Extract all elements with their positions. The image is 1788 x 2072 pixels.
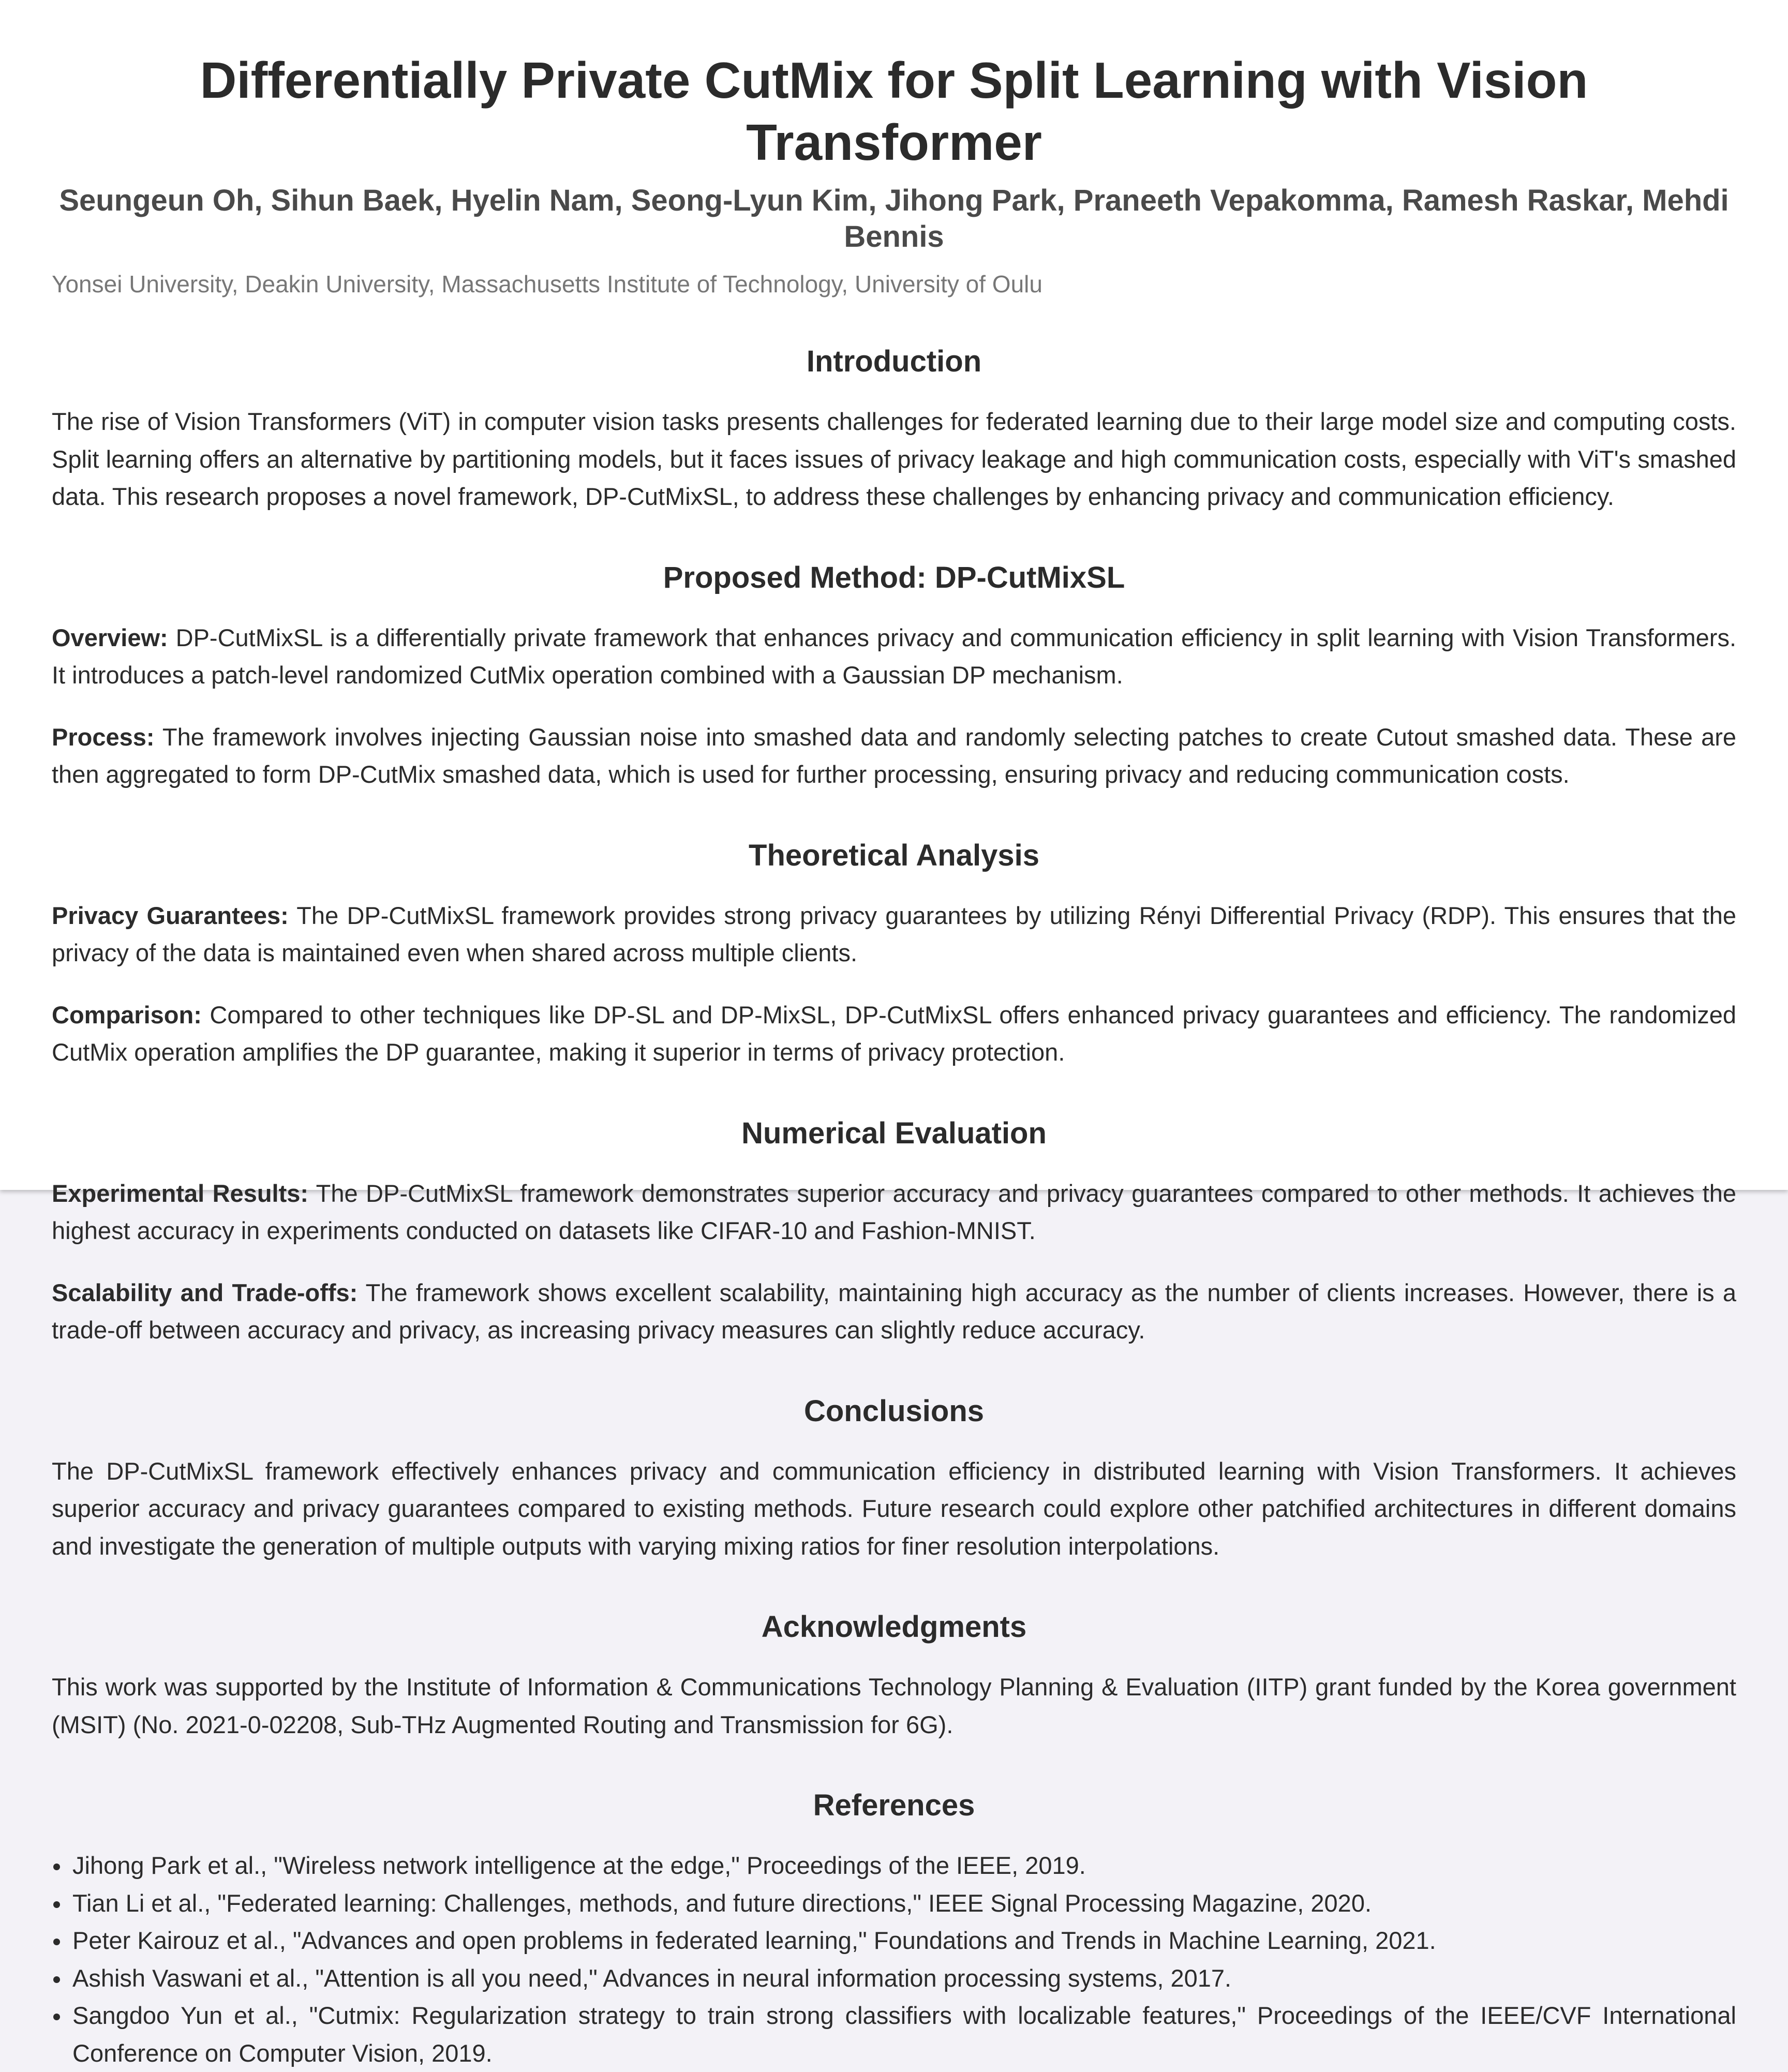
reference-item: Jihong Park et al., "Wireless network intelligence at the edge," Proceedings of the IEEE, 2019. (52, 1847, 1736, 1885)
reference-item: Peter Kairouz et al., "Advances and open problems in federated learning," Foundations and Trends in Machine Learning, 2021. (52, 1922, 1736, 1960)
conclusions-heading: Conclusions (803, 1394, 985, 1428)
theory-comparison-paragraph (52, 996, 1736, 1071)
overview-label: Overview: (52, 623, 168, 651)
method-process-paragraph (52, 719, 1736, 794)
reference-item: Tian Li et al., "Federated learning: Challenges, methods, and future directions," IEEE Signal Processing Magazine, 2020. (52, 1885, 1736, 1922)
paper-title: Differentially Private CutMix for Split Learning with Vision Transformer (200, 52, 1588, 171)
process-text: The framework involves injecting Gaussian noise into smashed data and randomly selecting patches to create Cutout smashed data. These are then aggregated to form DP-CutMix smashed data, which is used for further processing, ensuring privacy and reducing communication costs. (52, 723, 1736, 788)
scalability-label: Scalability and Trade-offs: (52, 1278, 358, 1306)
reference-list (52, 1847, 1736, 2072)
affiliations: Yonsei University, Deakin University, Massachusetts Institute of Technology, University of Oulu (52, 271, 1042, 297)
acknowledgments-heading: Acknowledgments (761, 1610, 1027, 1644)
conclusions-text: The DP-CutMixSL framework effectively enhances privacy and communication efficiency in distributed learning with Vision Transformers. It achieves superior accuracy and privacy guarantees compared to existing methods. Future research could explore other patchified architectures in different domains and investigate the generation of multiple outputs with varying mixing ratios for finer resolution interpolations. (52, 1457, 1736, 1560)
reference-item: Ashish Vaswani et al., "Attention is all you need," Advances in neural information processing systems, 2017. (52, 1960, 1736, 1998)
acknowledgments-text: This work was supported by the Institute of Information & Communications Technology Planning & Evaluation (IITP) grant funded by the Korea government (MSIT) (No. 2021-0-02208, Sub-THz Augmented Routing and Transmission for 6G). (52, 1673, 1736, 1738)
introduction-text: The rise of Vision Transformers (ViT) in computer vision tasks presents challenges for federated learning due to their large model size and computing costs. Split learning offers an alternative by partitioning models, but it faces issues of privacy leakage and high communication costs, especially with ViT's smashed data. This research proposes a novel framework, DP-CutMixSL, to address these challenges by enhancing privacy and communication efficiency. (52, 408, 1736, 510)
scalability-text: The framework shows excellent scalability, maintaining high accuracy as the number of clients increases. However, there is a trade-off between accuracy and privacy, as increasing privacy measures can slightly reduce accuracy. (52, 1278, 1736, 1344)
method-overview-paragraph (52, 619, 1736, 694)
process-label: Process: (52, 723, 155, 751)
author-list: Seungeun Oh, Sihun Baek, Hyelin Nam, Seong-Lyun Kim, Jihong Park, Praneeth Vepakomma, Ramesh Raskar, Mehdi Bennis (59, 184, 1729, 254)
results-text: The DP-CutMixSL framework demonstrates superior accuracy and privacy guarantees compared to other methods. It achieves the highest accuracy in experiments conducted on datasets like CIFAR-10 and Fashion-MNIST. (52, 1179, 1736, 1244)
references-heading: References (813, 1788, 975, 1822)
comparison-text: Compared to other techniques like DP-SL and DP-MixSL, DP-CutMixSL offers enhanced privacy guarantees and efficiency. The randomized CutMix operation amplifies the DP guarantee, making it superior in terms of privacy protection. (52, 1001, 1736, 1066)
theory-privacy-paragraph (52, 897, 1736, 972)
evaluation-scalability-paragraph (52, 1274, 1736, 1349)
privacy-label: Privacy Guarantees: (52, 901, 289, 929)
comparison-label: Comparison: (52, 1001, 202, 1028)
introduction-heading: Introduction (806, 345, 982, 378)
evaluation-heading: Numerical Evaluation (741, 1116, 1047, 1150)
reference-item: Sangdoo Yun et al., "Cutmix: Regularization strategy to train strong classifiers with localizable features," Proceedings of the IEEE/CVF International Conference on Computer Vision, 2019. (52, 1997, 1736, 2072)
theory-heading: Theoretical Analysis (749, 838, 1039, 872)
privacy-text: The DP-CutMixSL framework provides strong privacy guarantees by utilizing Rényi Differential Privacy (RDP). This ensures that the privacy of the data is maintained even when shared across multiple clients. (52, 901, 1737, 966)
results-label: Experimental Results: (52, 1179, 309, 1207)
evaluation-results-paragraph (52, 1175, 1736, 1250)
overview-text: DP-CutMixSL is a differentially private framework that enhances privacy and communication efficiency in split learning with Vision Transformers. It introduces a patch-level randomized CutMix operation combined with a Gaussian DP mechanism. (52, 623, 1736, 689)
method-heading: Proposed Method: DP-CutMixSL (663, 560, 1125, 594)
